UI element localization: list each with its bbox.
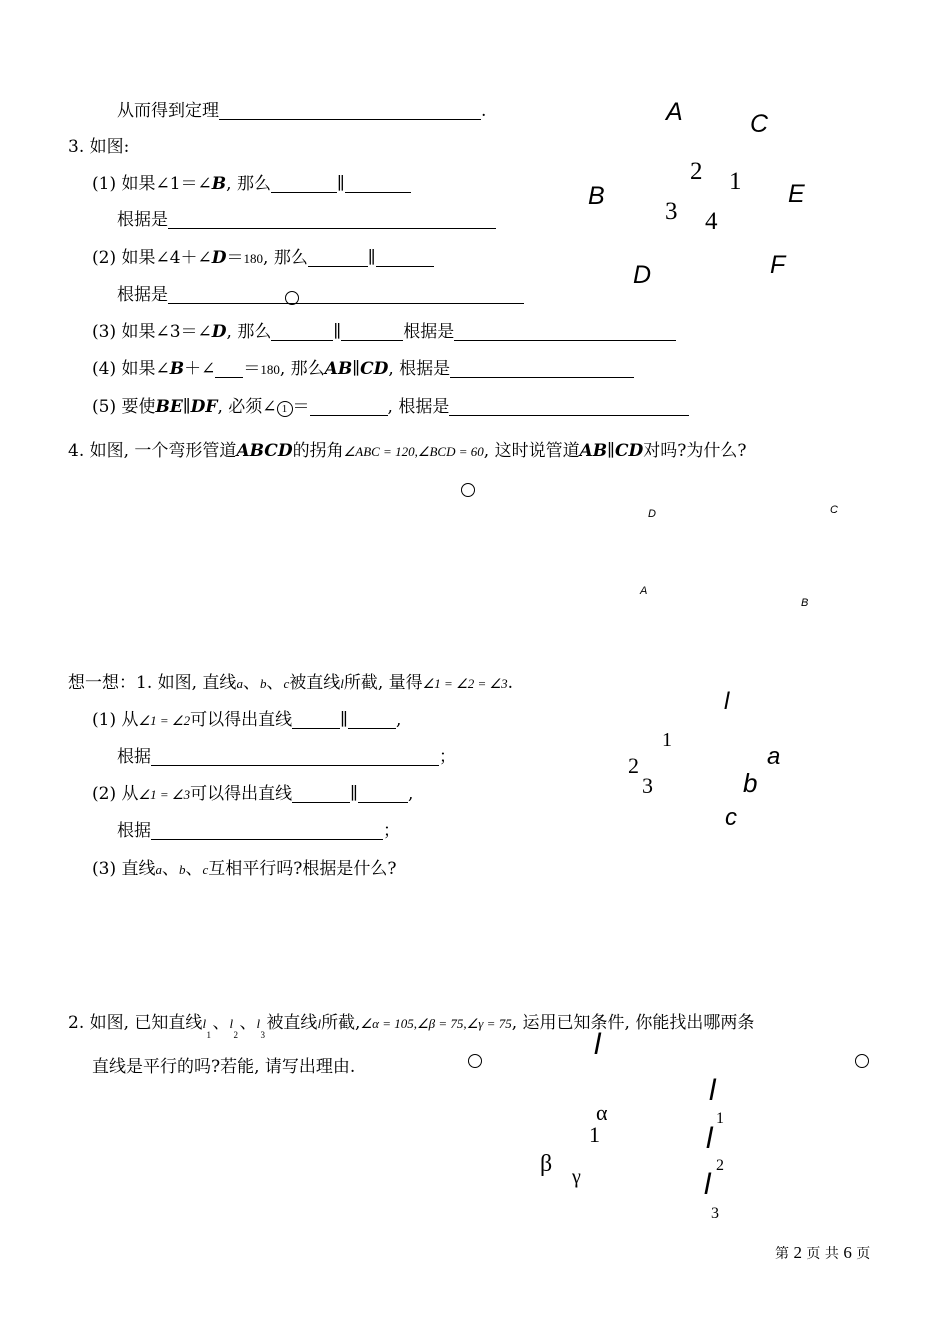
- think-fig-label-3: 3: [642, 773, 653, 798]
- q2-fig-label-1: 1: [589, 1122, 600, 1147]
- fig3-label-2: 2: [690, 158, 703, 185]
- fig3-label-F: F: [770, 251, 786, 279]
- answer-blank[interactable]: [215, 359, 243, 378]
- q2-fig-label-l2: l: [706, 1122, 713, 1155]
- answer-blank[interactable]: [450, 359, 634, 378]
- fig4-label-B: B: [801, 597, 809, 609]
- answer-blank[interactable]: [454, 322, 676, 341]
- q2-fig-label-alpha: α: [596, 1100, 608, 1125]
- answer-blank[interactable]: [219, 101, 481, 120]
- fig3-label-1: 1: [729, 168, 742, 195]
- degree-circle-icon: [461, 482, 475, 501]
- answer-blank[interactable]: [292, 710, 340, 729]
- q3-part2-basis: 根据是: [117, 284, 524, 306]
- answer-blank[interactable]: [151, 747, 439, 766]
- fig4-label-C: C: [830, 504, 838, 516]
- fig4-label-A: A: [640, 585, 648, 597]
- fig3-label-D: D: [633, 261, 652, 289]
- answer-blank[interactable]: [292, 784, 350, 803]
- q2-fig-label-l3: l: [704, 1168, 711, 1201]
- answer-blank[interactable]: [345, 174, 411, 193]
- answer-blank[interactable]: [168, 285, 524, 304]
- answer-blank[interactable]: [271, 322, 333, 341]
- q2-text-line2: 直线是平行的吗?若能, 请写出理由.: [92, 1057, 356, 1077]
- degree-circle-icon: [855, 1053, 869, 1072]
- q2-fig-label-beta: β: [540, 1151, 553, 1177]
- think-part2-basis: 根据 ；: [117, 821, 400, 841]
- think-part3: (3) 直线a、b、c互相平行吗?根据是什么?: [92, 859, 397, 879]
- fig4-label-D: D: [648, 508, 656, 520]
- q2-text: 2. 如图, 已知直线l 1 、l 2 、l 3 被直线l所截,∠α = 105,∠β = 75,∠γ = 75, 运用已知条件, 你能找出哪两条: [68, 1013, 755, 1040]
- page-footer: 第 2 页 共 6 页: [775, 1243, 871, 1262]
- q4-text: 4. 如图, 一个弯形管道ABCD的拐角∠ABC = 120,∠BCD = 60, 这时说管道AB∥CD对吗?为什么?: [68, 441, 747, 461]
- degree-circle-icon: [285, 290, 299, 309]
- answer-blank[interactable]: [449, 397, 689, 416]
- q3-part1: (1) 如果∠1＝∠B, 那么 ∥: [92, 173, 411, 195]
- fig3-label-3: 3: [665, 198, 678, 225]
- fig3-label-B: B: [588, 182, 605, 210]
- think-fig-label-1: 1: [662, 729, 672, 751]
- think-heading: 想一想：1. 如图, 直线a、b、c被直线l所截, 量得∠1 = ∠2 = ∠3.: [68, 673, 514, 693]
- q3-part5: (5) 要使BE∥DF, 必须∠ 1 ＝ , 根据是: [92, 396, 689, 418]
- q2-fig-label-l1: l: [709, 1074, 716, 1107]
- answer-blank[interactable]: [308, 248, 368, 267]
- fig3-label-C: C: [750, 110, 769, 138]
- answer-blank[interactable]: [341, 322, 403, 341]
- fig3-label-4: 4: [705, 208, 718, 235]
- q3-part3: (3) 如果∠3＝∠D, 那么 ∥ 根据是: [92, 321, 676, 343]
- think-part1: (1) 从∠1 = ∠2可以得出直线 ∥ ,: [92, 710, 402, 730]
- q3-part1-basis: 根据是: [117, 209, 496, 231]
- q2-fig-label-l: l: [594, 1028, 601, 1061]
- q3-part4: (4) 如果∠B＋∠ ＝180, 那么AB∥CD, 根据是: [92, 358, 634, 381]
- think-part2: (2) 从∠1 = ∠3可以得出直线 ∥ ,: [92, 784, 414, 804]
- answer-blank[interactable]: [168, 210, 496, 229]
- q3-heading: 3. 如图:: [68, 137, 130, 157]
- degree-circle-icon: [468, 1053, 482, 1072]
- think-fig-label-l: l: [724, 688, 730, 715]
- q2-fig-label-sub3: 3: [711, 1205, 719, 1222]
- fig3-label-E: E: [788, 180, 805, 208]
- think-fig-label-2: 2: [628, 753, 639, 778]
- q3-part2: (2) 如果∠4＋∠D＝180, 那么 ∥: [92, 247, 434, 270]
- q2-fig-label-sub1: 1: [716, 1110, 724, 1127]
- answer-blank[interactable]: [271, 174, 337, 193]
- fig3-label-A: A: [666, 98, 683, 126]
- think-fig-label-a: a: [767, 743, 781, 770]
- answer-blank[interactable]: [376, 248, 434, 267]
- think-fig-label-c: c: [725, 804, 737, 831]
- q2-fig-label-sub2: 2: [716, 1157, 724, 1174]
- answer-blank[interactable]: [151, 821, 383, 840]
- think-part1-basis: 根据 ；: [117, 747, 456, 767]
- think-fig-label-b: b: [743, 768, 758, 798]
- q2-fig-label-gamma: γ: [572, 1166, 581, 1188]
- answer-blank[interactable]: [358, 784, 408, 803]
- answer-blank[interactable]: [310, 397, 388, 416]
- theorem-line: 从而得到定理 .: [117, 101, 487, 121]
- answer-blank[interactable]: [348, 710, 396, 729]
